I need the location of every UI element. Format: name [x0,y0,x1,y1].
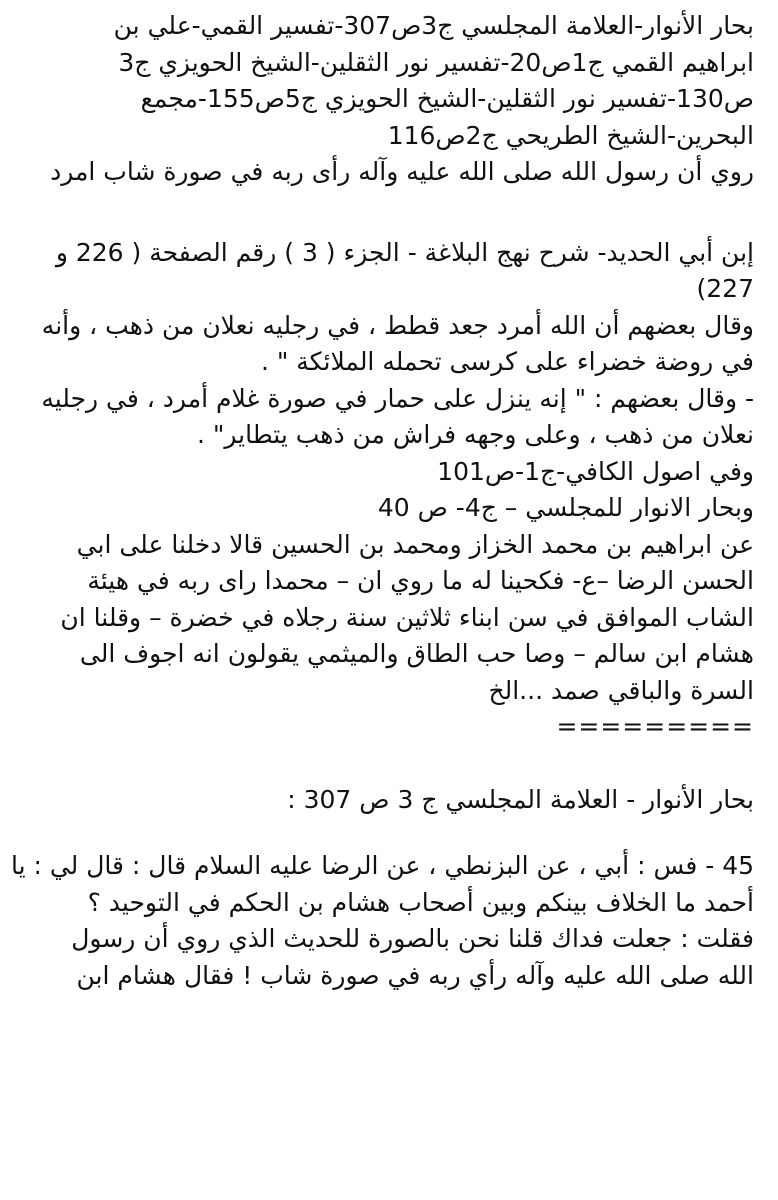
text-line: السرة والباقي صمد ...الخ [488,675,754,705]
section-heading: بحار الأنوار - العلامة المجلسي ج 3 ص 307 : [287,784,754,814]
text-line: إبن أبي الحديد- شرح نهج البلاغة - الجزء ( 3 ) رقم الصفحة ( 226 و [55,237,754,267]
text-line: نعلان من ذهب ، وعلى وجهه فراش من ذهب يتطاير" . [197,420,754,449]
text-line: الشاب الموافق في سن ابناء ثلاثين سنة رجلاه في خضرة – وقلنا ان [60,602,754,632]
text-line: وبحار الانوار للمجلسي – ج4- ص 40 [377,493,754,522]
text-line: الله صلى الله عليه وآله رأي ربه في صورة شاب ! فقال هشام ابن [76,960,754,990]
text-line: ص130-تفسير نور الثقلين-الشيخ الحويزي ج5ص155-مجمع [140,84,754,113]
text-line: وقال بعضهم أن الله أمرد جعد قطط ، في رجليه نعلان من ذهب ، وأنه [41,310,754,340]
text-line: البحرين-الشيخ الطريحي ج2ص116 [387,120,754,150]
text-line: أحمد ما الخلاف بينكم وبين أصحاب هشام بن الحكم في التوحيد ؟ [87,887,754,917]
text-line: - وقال بعضهم : " إنه ينزل على حمار في صورة غلام أمرد ، في رجليه [41,383,754,413]
text-line: 227) [696,274,754,303]
ibn-abi-al-hadid-paragraph [24,235,754,746]
hadith-paragraph [10,848,754,994]
text-line: هشام ابن سالم – وصا حب الطاق والميثمي يقولون انه اجوف الى [79,639,754,668]
text-line: في روضة خضراء على كرسى تحمله الملائكة " . [260,347,754,376]
text-line: وفي اصول الكافي-ج1-ص101 [437,456,754,486]
bihar-heading [24,782,754,819]
text-line: فقلت : جعلت فداك قلنا نحن بالصورة للحديث الذي روي أن رسول [71,924,754,953]
separator-line: ========= [556,712,754,741]
text-line: بحار الأنوار-العلامة المجلسي ج3ص307-تفسير القمي-علي بن [113,11,754,40]
references-paragraph [24,8,754,191]
text-line: عن ابراهيم بن محمد الخزاز ومحمد بن الحسين قالا دخلنا على ابي [76,529,754,559]
text-line: ابراهيم القمي ج1ص20-تفسير نور الثقلين-الشيخ الحويزي ج3 [118,47,754,77]
text-line: الحسن الرضا –ع- فكحينا له ما روي ان – محمدا راى ربه في هيئة [87,566,754,595]
text-line: روي أن رسول الله صلى الله عليه وآله رأى ربه في صورة شاب امرد [50,157,754,186]
text-line: 45 - فس : أبي ، عن البزنطي ، عن الرضا عليه السلام قال : قال لي : يا [10,851,754,880]
